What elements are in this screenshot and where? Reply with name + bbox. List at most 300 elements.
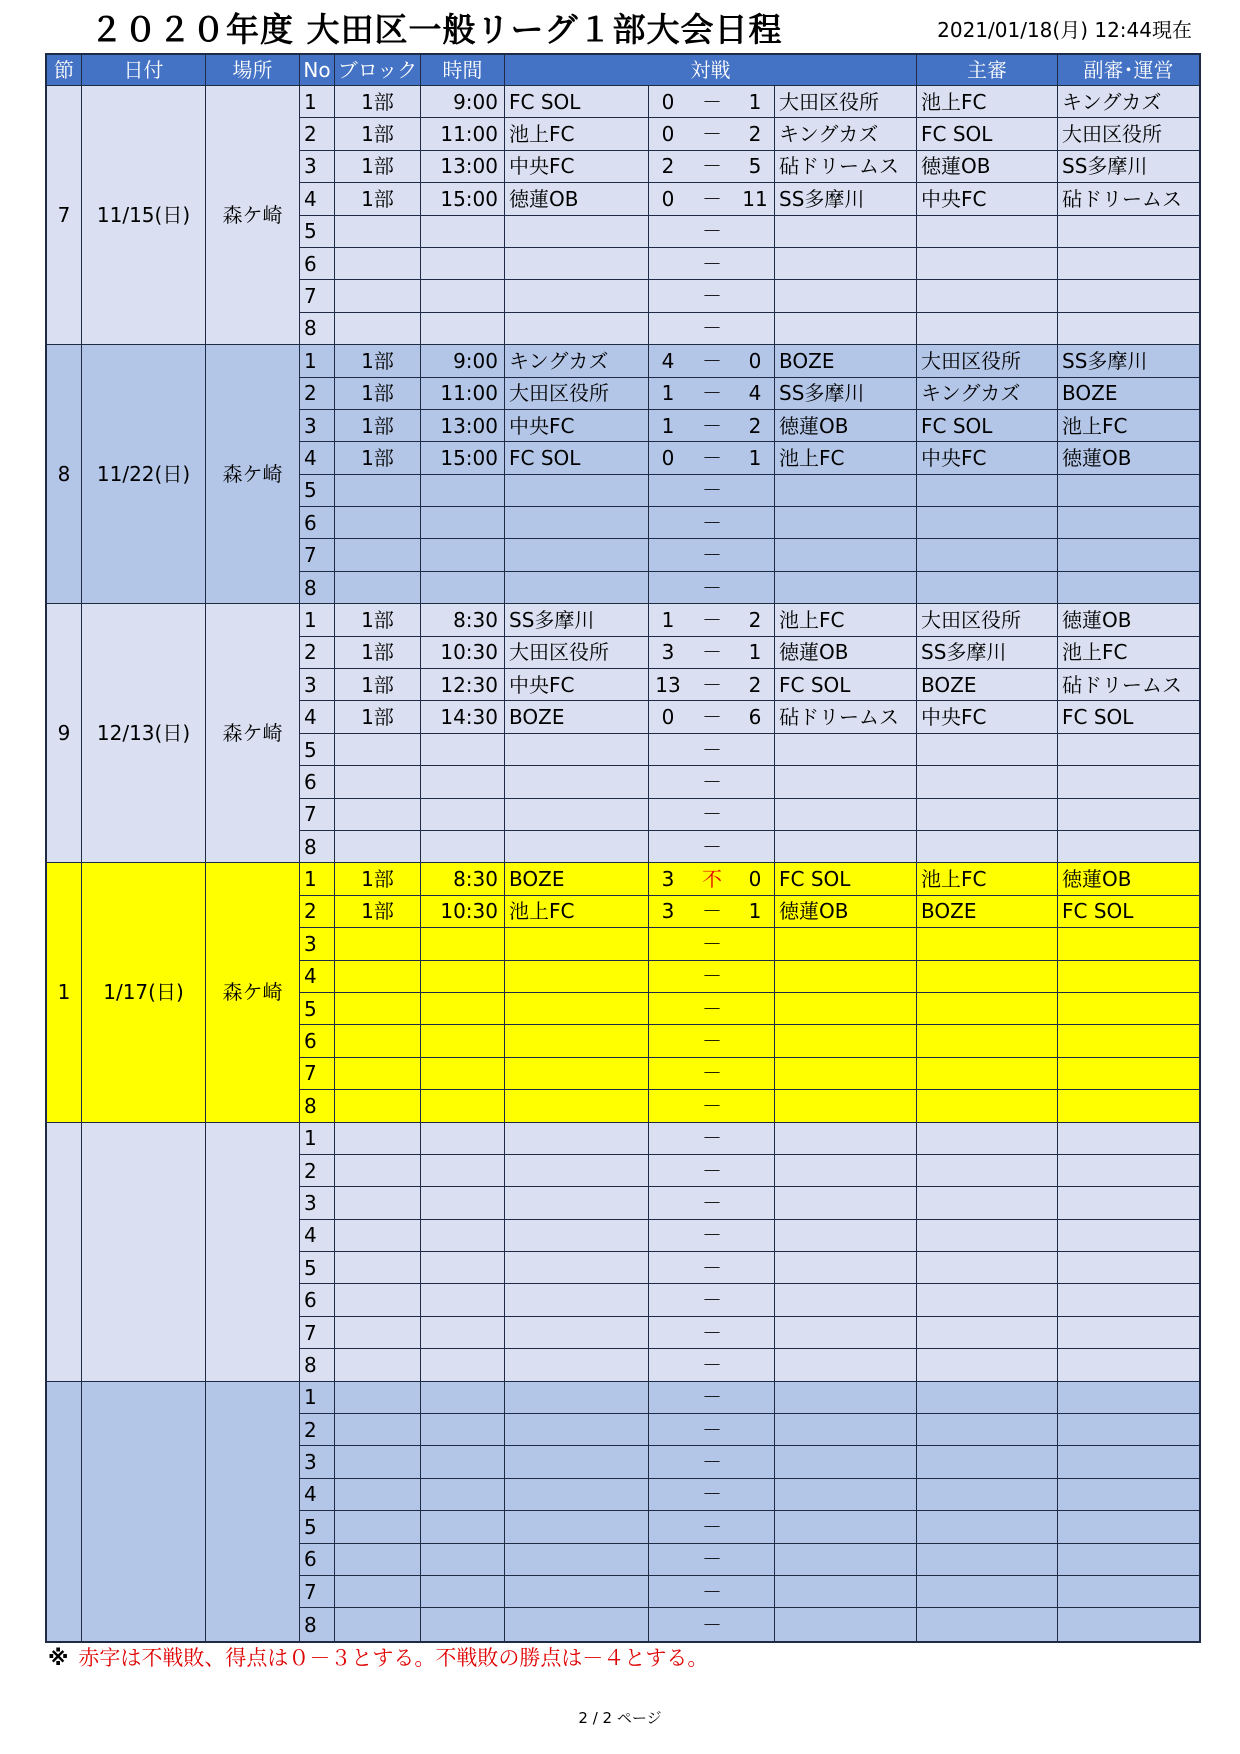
away-team xyxy=(775,1155,917,1187)
referee: 大田区役所 xyxy=(917,345,1058,377)
away-goals: 5 xyxy=(748,154,762,179)
referee xyxy=(917,1382,1058,1414)
referee xyxy=(917,1479,1058,1511)
referee xyxy=(917,280,1058,312)
home-goals: 0 xyxy=(661,705,675,730)
header-referee: 主審 xyxy=(917,55,1058,86)
block: 1部 xyxy=(335,637,421,669)
assistant-referee xyxy=(1058,1058,1199,1090)
match-no: 6 xyxy=(300,507,335,539)
away-team: FC SOL xyxy=(775,863,917,895)
score-dash: － xyxy=(702,834,722,859)
match-date: 12/13(日) xyxy=(82,604,206,863)
away-goals: 2 xyxy=(748,672,762,697)
match-no: 2 xyxy=(300,896,335,928)
score xyxy=(649,1058,775,1090)
match-no: 4 xyxy=(300,442,335,474)
block: 1部 xyxy=(335,442,421,474)
kickoff-time xyxy=(421,313,505,345)
away-team xyxy=(775,1382,917,1414)
away-team: SS多摩川 xyxy=(775,183,917,215)
kickoff-time: 8:30 xyxy=(421,863,505,895)
score-dash: － xyxy=(702,1255,722,1280)
match-no: 2 xyxy=(300,1155,335,1187)
kickoff-time xyxy=(421,248,505,280)
score xyxy=(649,1511,775,1543)
match-no: 5 xyxy=(300,475,335,507)
header-venue: 場所 xyxy=(206,55,300,86)
score-dash: － xyxy=(702,1190,722,1215)
kickoff-time xyxy=(421,1155,505,1187)
score-dash: － xyxy=(702,284,722,309)
away-team xyxy=(775,734,917,766)
referee: 池上FC xyxy=(917,863,1058,895)
home-team xyxy=(505,799,649,831)
assistant-referee xyxy=(1058,1090,1199,1122)
block xyxy=(335,1187,421,1219)
home-team: キングカズ xyxy=(505,345,649,377)
away-team xyxy=(775,280,917,312)
score-dash: － xyxy=(702,1547,722,1572)
score-dash: － xyxy=(702,1223,722,1248)
score-dash: － xyxy=(702,640,722,665)
referee xyxy=(917,1284,1058,1316)
referee: FC SOL xyxy=(917,118,1058,150)
block: 1部 xyxy=(335,378,421,410)
away-goals: 1 xyxy=(748,89,762,114)
kickoff-time: 14:30 xyxy=(421,701,505,733)
away-team xyxy=(775,1220,917,1252)
assistant-referee xyxy=(1058,734,1199,766)
block xyxy=(335,1576,421,1608)
referee: 徳蓮OB xyxy=(917,151,1058,183)
match-date xyxy=(82,1382,206,1641)
home-team xyxy=(505,1446,649,1478)
away-team: SS多摩川 xyxy=(775,378,917,410)
score xyxy=(649,1025,775,1057)
match-no: 3 xyxy=(300,1187,335,1219)
assistant-referee: BOZE xyxy=(1058,378,1199,410)
away-goals: 11 xyxy=(742,186,768,211)
block: 1部 xyxy=(335,345,421,377)
referee xyxy=(917,572,1058,604)
home-team: 中央FC xyxy=(505,410,649,442)
assistant-referee xyxy=(1058,572,1199,604)
assistant-referee xyxy=(1058,1187,1199,1219)
assistant-referee xyxy=(1058,1252,1199,1284)
kickoff-time: 15:00 xyxy=(421,442,505,474)
score-dash: － xyxy=(702,802,722,827)
kickoff-time xyxy=(421,1252,505,1284)
kickoff-time xyxy=(421,216,505,248)
kickoff-time: 13:00 xyxy=(421,410,505,442)
score xyxy=(649,1090,775,1122)
score xyxy=(649,701,775,733)
assistant-referee xyxy=(1058,475,1199,507)
home-team xyxy=(505,313,649,345)
round-number xyxy=(47,1123,82,1382)
match-no: 7 xyxy=(300,1058,335,1090)
kickoff-time xyxy=(421,831,505,863)
home-goals: 3 xyxy=(661,867,675,892)
away-team xyxy=(775,475,917,507)
assistant-referee xyxy=(1058,248,1199,280)
score-dash: － xyxy=(702,1320,722,1345)
home-team: 中央FC xyxy=(505,151,649,183)
assistant-referee xyxy=(1058,539,1199,571)
away-team xyxy=(775,961,917,993)
away-goals: 4 xyxy=(748,381,762,406)
score-dash: － xyxy=(702,1158,722,1183)
block xyxy=(335,280,421,312)
kickoff-time xyxy=(421,1479,505,1511)
referee xyxy=(917,1187,1058,1219)
header-assistant: 副審･運営 xyxy=(1058,55,1199,86)
match-date: 11/22(日) xyxy=(82,345,206,604)
score-dash: － xyxy=(702,1450,722,1475)
match-no: 1 xyxy=(300,604,335,636)
away-team xyxy=(775,1414,917,1446)
match-no: 5 xyxy=(300,993,335,1025)
header-date: 日付 xyxy=(82,55,206,86)
block xyxy=(335,928,421,960)
away-team xyxy=(775,1090,917,1122)
away-team: 池上FC xyxy=(775,442,917,474)
match-no: 7 xyxy=(300,539,335,571)
away-goals: 1 xyxy=(748,640,762,665)
home-goals: 3 xyxy=(661,640,675,665)
block xyxy=(335,1284,421,1316)
venue xyxy=(206,1123,300,1382)
home-goals: 0 xyxy=(661,122,675,147)
kickoff-time: 9:00 xyxy=(421,86,505,118)
kickoff-time xyxy=(421,572,505,604)
kickoff-time xyxy=(421,507,505,539)
assistant-referee xyxy=(1058,1155,1199,1187)
kickoff-time xyxy=(421,993,505,1025)
score xyxy=(649,475,775,507)
away-team xyxy=(775,1317,917,1349)
home-team xyxy=(505,1025,649,1057)
away-team: BOZE xyxy=(775,345,917,377)
referee xyxy=(917,1090,1058,1122)
home-team xyxy=(505,1382,649,1414)
score xyxy=(649,896,775,928)
kickoff-time: 9:00 xyxy=(421,345,505,377)
score xyxy=(649,961,775,993)
assistant-referee xyxy=(1058,313,1199,345)
score xyxy=(649,637,775,669)
away-team xyxy=(775,1511,917,1543)
kickoff-time: 10:30 xyxy=(421,896,505,928)
block xyxy=(335,1349,421,1381)
away-team xyxy=(775,216,917,248)
kickoff-time: 11:00 xyxy=(421,378,505,410)
away-team: 徳蓮OB xyxy=(775,896,917,928)
referee xyxy=(917,766,1058,798)
home-goals: 4 xyxy=(661,348,675,373)
score-dash: － xyxy=(702,672,722,697)
score xyxy=(649,1479,775,1511)
block: 1部 xyxy=(335,896,421,928)
match-no: 2 xyxy=(300,118,335,150)
match-no: 8 xyxy=(300,831,335,863)
away-goals: 2 xyxy=(748,413,762,438)
referee xyxy=(917,734,1058,766)
away-team: 砧ドリームス xyxy=(775,151,917,183)
home-goals: 2 xyxy=(661,154,675,179)
home-team xyxy=(505,928,649,960)
home-team: 池上FC xyxy=(505,896,649,928)
referee xyxy=(917,216,1058,248)
kickoff-time: 11:00 xyxy=(421,118,505,150)
assistant-referee xyxy=(1058,831,1199,863)
kickoff-time: 12:30 xyxy=(421,669,505,701)
away-team xyxy=(775,507,917,539)
away-team xyxy=(775,1608,917,1640)
assistant-referee xyxy=(1058,1446,1199,1478)
score-dash: － xyxy=(702,1514,722,1539)
match-no: 6 xyxy=(300,1544,335,1576)
match-no: 7 xyxy=(300,1317,335,1349)
block xyxy=(335,831,421,863)
match-date xyxy=(82,1123,206,1382)
score-dash: － xyxy=(702,964,722,989)
home-team xyxy=(505,1252,649,1284)
assistant-referee: SS多摩川 xyxy=(1058,151,1199,183)
assistant-referee xyxy=(1058,1123,1199,1155)
block xyxy=(335,1544,421,1576)
home-team xyxy=(505,1123,649,1155)
home-goals: 1 xyxy=(661,381,675,406)
score xyxy=(649,1414,775,1446)
referee: 中央FC xyxy=(917,183,1058,215)
score xyxy=(649,410,775,442)
block xyxy=(335,1090,421,1122)
match-no: 3 xyxy=(300,928,335,960)
block: 1部 xyxy=(335,669,421,701)
score xyxy=(649,1284,775,1316)
match-no: 1 xyxy=(300,86,335,118)
home-team xyxy=(505,1058,649,1090)
score-dash: － xyxy=(702,1288,722,1313)
score xyxy=(649,183,775,215)
score-dash: － xyxy=(702,1029,722,1054)
block xyxy=(335,1414,421,1446)
match-no: 5 xyxy=(300,1511,335,1543)
score-dash: － xyxy=(702,445,722,470)
home-team xyxy=(505,216,649,248)
score-dash: － xyxy=(702,769,722,794)
kickoff-time xyxy=(421,766,505,798)
score-dash: － xyxy=(702,1417,722,1442)
schedule-table xyxy=(45,53,1201,1643)
score-dash: － xyxy=(702,996,722,1021)
match-no: 1 xyxy=(300,1123,335,1155)
score-dash: － xyxy=(702,122,722,147)
kickoff-time xyxy=(421,1284,505,1316)
match-date: 1/17(日) xyxy=(82,863,206,1122)
kickoff-time: 15:00 xyxy=(421,183,505,215)
score-dash: － xyxy=(702,1482,722,1507)
score xyxy=(649,831,775,863)
kickoff-time: 8:30 xyxy=(421,604,505,636)
home-team: BOZE xyxy=(505,863,649,895)
home-team: FC SOL xyxy=(505,442,649,474)
away-team: 池上FC xyxy=(775,604,917,636)
assistant-referee xyxy=(1058,1220,1199,1252)
match-no: 8 xyxy=(300,313,335,345)
away-team xyxy=(775,1284,917,1316)
venue xyxy=(206,1382,300,1641)
block xyxy=(335,1220,421,1252)
referee: 中央FC xyxy=(917,701,1058,733)
score-dash: － xyxy=(702,186,722,211)
round-number: 1 xyxy=(47,863,82,1122)
assistant-referee: 徳蓮OB xyxy=(1058,604,1199,636)
away-team xyxy=(775,1123,917,1155)
kickoff-time xyxy=(421,1187,505,1219)
referee xyxy=(917,1058,1058,1090)
block xyxy=(335,475,421,507)
kickoff-time xyxy=(421,1511,505,1543)
score xyxy=(649,442,775,474)
kickoff-time xyxy=(421,1608,505,1640)
away-team xyxy=(775,248,917,280)
match-no: 1 xyxy=(300,345,335,377)
referee xyxy=(917,313,1058,345)
header-time: 時間 xyxy=(421,55,505,86)
assistant-referee xyxy=(1058,1511,1199,1543)
kickoff-time xyxy=(421,1382,505,1414)
venue: 森ケ崎 xyxy=(206,345,300,604)
venue: 森ケ崎 xyxy=(206,604,300,863)
home-team: BOZE xyxy=(505,701,649,733)
home-goals: 1 xyxy=(661,607,675,632)
home-team xyxy=(505,475,649,507)
match-no: 6 xyxy=(300,766,335,798)
score-dash: － xyxy=(702,575,722,600)
home-goals: 0 xyxy=(661,186,675,211)
referee: BOZE xyxy=(917,669,1058,701)
home-team: 徳蓮OB xyxy=(505,183,649,215)
kickoff-time xyxy=(421,928,505,960)
score-dash: － xyxy=(702,705,722,730)
block: 1部 xyxy=(335,410,421,442)
assistant-referee xyxy=(1058,799,1199,831)
referee xyxy=(917,1446,1058,1478)
referee xyxy=(917,1511,1058,1543)
assistant-referee: 池上FC xyxy=(1058,410,1199,442)
score xyxy=(649,1155,775,1187)
header-round: 節 xyxy=(47,55,82,86)
block: 1部 xyxy=(335,863,421,895)
score xyxy=(649,280,775,312)
assistant-referee: 徳蓮OB xyxy=(1058,863,1199,895)
score-dash: － xyxy=(702,1126,722,1151)
assistant-referee xyxy=(1058,216,1199,248)
home-goals: 0 xyxy=(661,445,675,470)
match-no: 5 xyxy=(300,734,335,766)
assistant-referee xyxy=(1058,1317,1199,1349)
home-team: FC SOL xyxy=(505,86,649,118)
page-title: ２０２０年度 大田区一般リーグ１部大会日程 xyxy=(90,10,783,49)
assistant-referee: キングカズ xyxy=(1058,86,1199,118)
home-team xyxy=(505,1187,649,1219)
score xyxy=(649,378,775,410)
match-no: 4 xyxy=(300,961,335,993)
score-dash: － xyxy=(702,348,722,373)
kickoff-time: 13:00 xyxy=(421,151,505,183)
score-dash: － xyxy=(702,899,722,924)
score xyxy=(649,151,775,183)
referee xyxy=(917,831,1058,863)
referee xyxy=(917,928,1058,960)
match-no: 4 xyxy=(300,183,335,215)
away-team xyxy=(775,572,917,604)
home-team: 池上FC xyxy=(505,118,649,150)
referee: FC SOL xyxy=(917,410,1058,442)
block xyxy=(335,1317,421,1349)
score xyxy=(649,1220,775,1252)
home-goals: 3 xyxy=(661,899,675,924)
block xyxy=(335,734,421,766)
header-no: No xyxy=(300,55,335,86)
referee xyxy=(917,1349,1058,1381)
block xyxy=(335,1252,421,1284)
away-team xyxy=(775,1187,917,1219)
referee xyxy=(917,539,1058,571)
assistant-referee: FC SOL xyxy=(1058,701,1199,733)
block xyxy=(335,1025,421,1057)
referee xyxy=(917,993,1058,1025)
kickoff-time xyxy=(421,1414,505,1446)
referee: 中央FC xyxy=(917,442,1058,474)
home-goals: 13 xyxy=(655,672,681,697)
away-team xyxy=(775,1446,917,1478)
block: 1部 xyxy=(335,701,421,733)
score-dash: － xyxy=(702,1352,722,1377)
match-no: 6 xyxy=(300,1025,335,1057)
footnote-text: 赤字は不戦敗、得点は０－３とする。不戦敗の勝点は－４とする。 xyxy=(78,1646,709,1670)
score-dash: － xyxy=(702,1612,722,1637)
block xyxy=(335,1058,421,1090)
score xyxy=(649,539,775,571)
match-no: 2 xyxy=(300,1414,335,1446)
kickoff-time xyxy=(421,1123,505,1155)
away-team xyxy=(775,1058,917,1090)
home-team xyxy=(505,1284,649,1316)
score-dash: － xyxy=(702,1579,722,1604)
referee: SS多摩川 xyxy=(917,637,1058,669)
round-number: 7 xyxy=(47,86,82,345)
score xyxy=(649,313,775,345)
kickoff-time xyxy=(421,1220,505,1252)
block xyxy=(335,313,421,345)
block xyxy=(335,248,421,280)
assistant-referee: 徳蓮OB xyxy=(1058,442,1199,474)
block xyxy=(335,1155,421,1187)
away-team: 大田区役所 xyxy=(775,86,917,118)
kickoff-time xyxy=(421,1317,505,1349)
home-team xyxy=(505,248,649,280)
home-team: SS多摩川 xyxy=(505,604,649,636)
score xyxy=(649,766,775,798)
score-dash: － xyxy=(702,737,722,762)
score-dash: － xyxy=(702,510,722,535)
kickoff-time xyxy=(421,799,505,831)
home-team: 大田区役所 xyxy=(505,378,649,410)
